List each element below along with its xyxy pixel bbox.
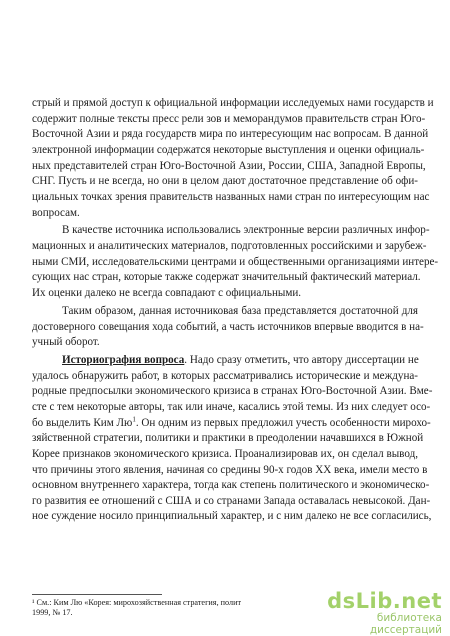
text-line	[32, 190, 430, 204]
text-line	[32, 270, 421, 284]
text-line	[32, 494, 431, 508]
text-line	[32, 96, 434, 110]
text-run: учный оборот.	[32, 336, 100, 348]
text-run: Их оценки далеко не всегда совпадают с официальными.	[32, 287, 302, 299]
text-run: бо выделить Ким Лю	[32, 417, 133, 429]
text-run: удалось обнаружить работ, в которых рассматривались исторические и междуна-	[32, 370, 418, 382]
text-run: ное суждение носило принципиальный характер, и с ним далеко не все согласились,	[32, 510, 432, 522]
text-line	[32, 174, 418, 188]
text-line	[32, 255, 439, 269]
watermark-logo: dsLib.net	[327, 589, 442, 613]
text-run: сте с тем некоторые авторы, так или иначе, касались этой темы. Из них следует осо-	[32, 401, 431, 413]
text-run: электронной информации содержатся некоторые выступления и оценки официаль-	[32, 144, 425, 156]
footnote-divider	[32, 594, 162, 595]
text-line	[32, 286, 418, 300]
text-line	[62, 304, 418, 318]
text-run: циальных точках зрения правительств названных нами стран по интересующим нас	[32, 191, 430, 203]
text-run: Корее признаков экономического кризиса. Проанализировав их, он сделал вывод,	[32, 448, 418, 460]
text-run: содержит полные тексты пресс рели зов и меморандумов правительств стран Юго-	[32, 113, 426, 125]
text-run: родные предпосылки экономического кризиса в странах Юго-Восточной Азии. Вме-	[32, 385, 433, 397]
text-run: В качестве источника использовались электронные версии различных инфор-	[62, 224, 430, 236]
text-run: СНГ. Пусть и не всегда, но они в целом дают достаточное представление об офи-	[32, 175, 418, 187]
text-line	[62, 353, 418, 367]
text-run: го развития ее отношений с США и со странами Запада оставалась невысокой. Дан-	[32, 495, 431, 507]
footnote-marker: 1	[132, 415, 136, 424]
text-line	[32, 143, 425, 157]
text-line	[32, 463, 428, 477]
text-line	[32, 431, 424, 445]
text-run: достоверного совещания хода событий, а часть источников впервые вводится в на-	[32, 321, 424, 333]
text-run: основном внутреннего характера, тогда как степень политического и экономическо-	[32, 479, 430, 491]
text-line	[32, 127, 429, 141]
text-line	[32, 320, 424, 334]
text-line	[32, 400, 431, 414]
text-line	[32, 369, 418, 383]
text-line	[32, 509, 432, 523]
text-line	[32, 335, 418, 349]
text-run: сующих нас стран, которые также содержат значительный фактический материал.	[32, 271, 421, 283]
text-run: ными СМИ, исследовательскими центрами и общественными организациями интере-	[32, 256, 439, 268]
text-run: Таким образом, данная источниковая база представляется достаточной для	[62, 305, 418, 317]
text-run: вопросам.	[32, 207, 80, 219]
text-line	[32, 206, 418, 220]
text-run: зяйственной стратегии, политики и практики в преодолении начавшихся в Южной	[32, 432, 424, 444]
text-line	[32, 159, 426, 173]
text-run: Восточной Азии и ряда государств мира по интересующим нас вопросам. В данной	[32, 128, 429, 140]
watermark-subtitle: библиотека диссертаций	[369, 612, 442, 636]
text-run: стрый и прямой доступ к официальной информации исследуемых нами государств и	[32, 97, 434, 109]
text-line	[32, 478, 430, 492]
text-run: что причины этого явления, начиная со средины 90-х годов XX века, имели место в	[32, 464, 428, 476]
text-run: . Надо сразу отметить, что автору диссертации не	[184, 354, 419, 366]
text-line	[32, 112, 426, 126]
footnote-line: ¹ См.: Ким Лю «Корея: мирохозяйственная стратегия, полит	[32, 598, 242, 607]
text-run: . Он одним из первых предложил учесть особенности мирохо-	[135, 417, 431, 429]
text-line	[32, 447, 418, 461]
watermark	[307, 589, 442, 636]
text-line	[32, 415, 431, 430]
text-run: мационных и аналитических материалов, подготовленных российскими и зарубеж-	[32, 240, 427, 252]
footnote-line: 1999, № 17.	[32, 608, 73, 617]
text-line	[32, 384, 433, 398]
text-line	[62, 223, 430, 237]
text-run: ных представителей стран Юго-Восточной Азии, России, США, Западной Европы,	[32, 160, 426, 172]
text-line	[32, 239, 427, 253]
section-heading: Историография вопроса	[62, 354, 185, 366]
